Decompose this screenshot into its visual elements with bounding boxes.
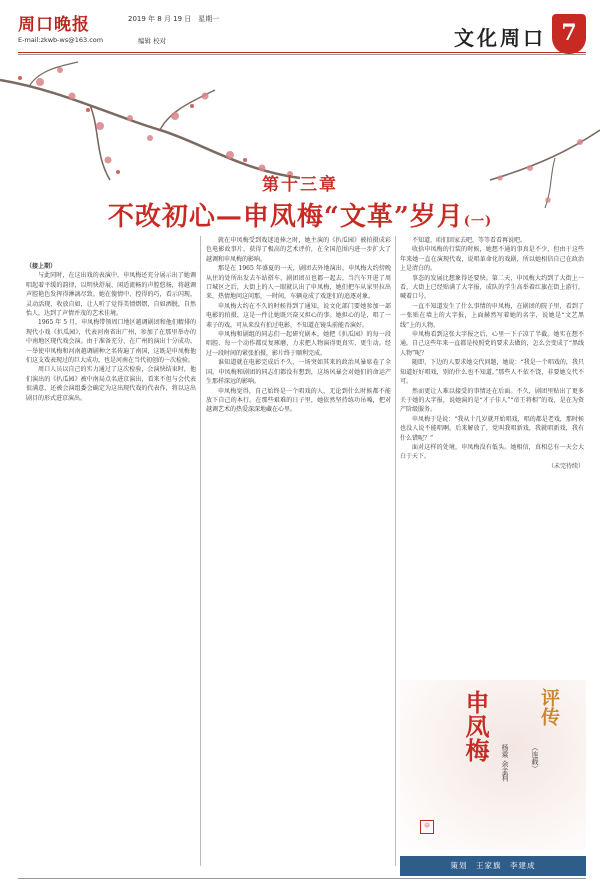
section-title: 文化周口 bbox=[454, 26, 546, 50]
series-serial-note: （连载） bbox=[531, 744, 539, 772]
paragraph: 1965 年 5 月，申凤梅带领周口地区越调剧团和他们精排的现代小戏《扒瓜园》，代表河南省出广州，参加了在那里举办的中南地区现代戏会演。由于准备充分，在广州的演出十分成功，一举使申凤梅和河南越调剧种之名传遍了南国，这既是申凤梅他们这支戏表现过的巨大成功，也是河南在当代初创的一次检验。 bbox=[26, 319, 196, 365]
series-type: 评传 bbox=[538, 688, 560, 726]
column-divider bbox=[395, 236, 396, 866]
issue-date: 2019 年 8 月 19 日 星期一 bbox=[128, 15, 220, 23]
paragraph: 申凤梅大约在不久的时候得到了通知，说文化部门要她参加一部电影的拍摄，这是一件让她既兴奋又担心的事。她担心的是，唱了一辈子的戏，可从来没有拍过电影，不知道在镜头前能否演好。 bbox=[206, 302, 391, 329]
paragraph: 不知道，咱们回家去吧，等等看看再说吧。 bbox=[412, 237, 527, 244]
paragraph: 申凤梅于是说：“我从十几岁就开始唱戏，唱的都是老戏，那时候也没人说不能唱啊。后来解放了，党叫我唱新戏，我就唱新戏，我有什么错呢？” bbox=[400, 415, 584, 442]
seal-stamp: 申 bbox=[420, 820, 434, 834]
article-title-part: (一) bbox=[463, 214, 493, 229]
page-number-badge: 7 bbox=[552, 14, 586, 54]
article-title bbox=[0, 196, 600, 233]
paragraph: 一直不知道发生了什么事情的申凤梅，在剧团的院子里，看到了一张贴在墙上的大字报，上面赫然写着她的名字，说她是“文艺黑线”上的人物。 bbox=[400, 302, 584, 329]
editor-credit: 编辑 校对 bbox=[138, 37, 173, 45]
paragraph: 随即，下边的人要求她交代问题，她说：“我是一个唱戏的，我只知道好好唱戏，别的什么也不知道。”那些人不依不饶，非要她交代不可。 bbox=[400, 359, 584, 386]
paragraph: 谁知道就在电影完成后不久，一场突如其来的政治风暴席卷了全国。申凤梅和剧团的同志们都没有想到，这场风暴会对她们的命运产生那样深远的影响。 bbox=[206, 359, 391, 386]
masthead: 周口晚报 bbox=[18, 15, 90, 35]
paragraph: 事态的发展比想象得还要快。第二天，申凤梅大约到了大街上一看，大街上已经贴满了大字报，成队的学生高举着红旗在街上游行，喊着口号。 bbox=[400, 274, 584, 301]
series-author: 杨乘 余孟利 bbox=[501, 744, 509, 782]
paragraph: 周口人员以自己的实力通过了这次检验，会演快结束时，他们演出的《扒瓜园》被中南局点名进京演出，看来不但与会代表很满意，还被会演组委会确定为这出现代戏的代表作，将以这出剧目的形式进京演出。 bbox=[26, 366, 196, 402]
continued-note: （接上期） bbox=[26, 263, 57, 270]
series-subject: 申凤梅 bbox=[461, 690, 490, 762]
paragraph: 收拾申凤梅的行装的时候，她想不通的事真是不少，但由于这些年来她一直在演现代戏，说唱革命化的戏剧，所以她相信自己在政治上是清白的。 bbox=[400, 246, 584, 273]
paragraph: 申凤梅看到这张大字报之后，心里一下子凉了半截。她实在想不通，自己这些年来一直都是按照党的要求去做的，怎么会变成了“黑线人物”呢？ bbox=[400, 331, 584, 357]
article-column-3 bbox=[400, 236, 584, 671]
paragraph: 那是在 1965 年盛夏的一天，剧团去外地演出，申凤梅大约傍晚从住的处所出发去车站搭车，剧团团员也都一起去。当汽车开进了周口城区之后，大街上的人一眼就认出了申凤梅，她们把车从家里拉出来，热情地问这问那，一时间，车辆竟成了戏迷们的追逐对象。 bbox=[206, 265, 391, 301]
paragraph: 与此同时，在这出戏的表演中，申凤梅还充分展示出了她调唱起着平缓的韵律，以明快舒展、闲适流畅的声腔悠扬，将越调声腔艳色发挥得淋漓尽致。她在傻情中，控得的巧，看示闪现，灵动活现，收放自如，让人听了觉得美情熠熠，自如洒脱，自然怡人，达到了声情并茂的艺术佳境。 bbox=[26, 272, 196, 318]
planner-credit-bar: 策划 王家旗 李建成 bbox=[400, 856, 586, 876]
series-feature-block bbox=[400, 680, 586, 850]
column-divider bbox=[200, 236, 201, 866]
chapter-heading: 第十三章 bbox=[262, 175, 338, 195]
footer-divider bbox=[18, 878, 586, 879]
header-divider-thin bbox=[18, 54, 586, 55]
paragraph: 就在申凤梅受到戏迷追捧之时，她主演的《扒瓜园》被拍摄成彩色电影故事片，获得了极高的艺术评价，在全国范围内进一步扩大了越调和申凤梅的影响。 bbox=[206, 237, 391, 263]
header-divider bbox=[18, 52, 586, 53]
paragraph: 申凤梅和剧组的同志们一起研究剧本，她把《扒瓜园》的每一段唱腔、每一个动作都反复琢磨，力求把人物演得更真实、更生动。经过一段时间的紧张拍摄，影片终于顺利完成。 bbox=[206, 331, 391, 357]
paragraph: 申凤梅觉得，自己始终是一个唱戏的人，无论到什么时候都不能放下自己的本行。在那些艰难的日子里，她依然坚持练功吊嗓，把对越调艺术的热爱深深地藏在心里。 bbox=[206, 387, 391, 414]
article-column-1 bbox=[26, 262, 196, 862]
contact-email: E-mail:zkwb-ws@163.com bbox=[18, 36, 104, 44]
paragraph: 面对这样的处境，申凤梅没有低头。她相信，真相总有一天会大白于天下。 bbox=[400, 443, 584, 461]
article-column-2 bbox=[206, 236, 391, 866]
paragraph: 然而更让人难以接受的事情还在后面。不久，剧团里贴出了更多关于她的大字报，说她演的是“才子佳人”“帝王将相”的戏，是在为资产阶级服务。 bbox=[400, 387, 584, 414]
article-title-text: 不改初心—申凤梅“文革”岁月 bbox=[107, 202, 464, 232]
to-be-continued: （未完待续） bbox=[547, 462, 584, 470]
